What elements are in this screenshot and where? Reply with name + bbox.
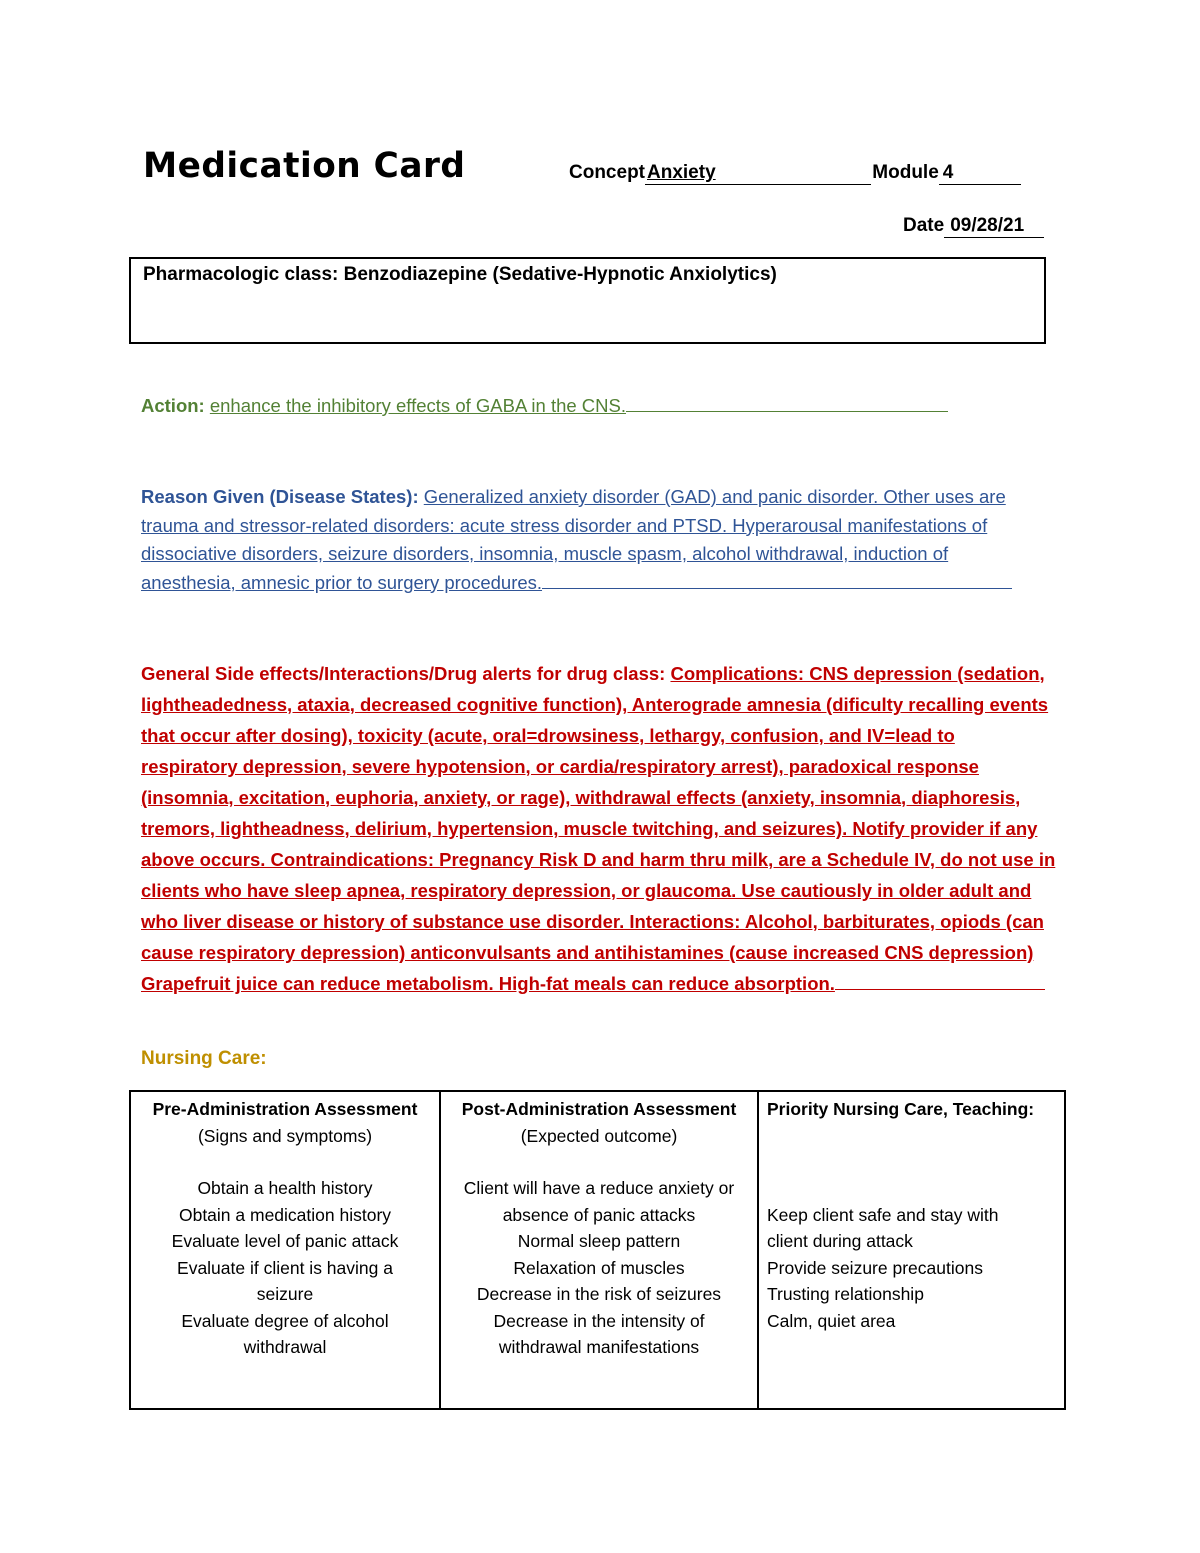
post-admin-item: Decrease in the intensity of withdrawal manifestations xyxy=(493,1310,705,1357)
side-effects-section xyxy=(141,658,1056,999)
action-section xyxy=(141,392,991,421)
side-effects-label: General Side effects/Interactions/Drug alerts for drug class: xyxy=(141,663,666,684)
reason-text: Generalized anxiety disorder (GAD) and panic disorder. Other uses are trauma and stressor-related disorders: acute stress disorder and PTSD. Hyperarousal manifestations of dissociative disorders, seizure disorders, insomnia, muscle spasm, alcohol withdrawal, induction of anesthesia, amnesic prior to surgery procedures. xyxy=(141,486,1006,593)
pre-admin-subtitle: (Signs and symptoms) xyxy=(197,1125,373,1146)
priority-care-column xyxy=(758,1091,1065,1409)
post-admin-column xyxy=(440,1091,758,1409)
concept-value: Anxiety xyxy=(647,162,716,183)
post-admin-item: Relaxation of muscles xyxy=(513,1257,685,1278)
nursing-care-table xyxy=(129,1090,1066,1410)
action-label: Action: xyxy=(141,395,205,416)
post-admin-item: Decrease in the risk of seizures xyxy=(476,1284,722,1304)
date-label: Date xyxy=(903,215,945,236)
post-admin-title: Post-Administration Assessment xyxy=(461,1099,737,1119)
page-title: Medication Card xyxy=(143,146,466,186)
pharmacologic-class-box xyxy=(129,257,1046,344)
priority-care-item: Calm, quiet area xyxy=(767,1310,896,1331)
pre-admin-column xyxy=(130,1091,440,1409)
side-effects-text: Complications: CNS depression (sedation, lightheadedness, ataxia, decreased cognitive function), Anterograde amnesia (dificulty recalling events that occur after dosing), toxicity (acute, oral=drowsiness, lethargy, confusion, and IV=lead to respiratory depression, severe hypotension, or cardia/respiratory arrest), paradoxical response (insomnia, excitation, euphoria, anxiety, or rage), withdrawal effects (anxiety, insomnia, diaphoresis, tremors, lightheadness, delirium, hypertension, muscle twitching, and seizures). Notify provider if any above occurs. Contraindications: Pregnancy Risk D and harm thru milk, are a Schedule IV, do not use in clients who have sleep apnea, respiratory depression, or glaucoma. Use cautiously in older adult and who liver disease or history of substance use disorder. Interactions: Alcohol, barbiturates, opiods (can cause respiratory depression) anticonvulsants and antihistamines (cause increased CNS depression) Grapefruit juice can reduce metabolism. High-fat meals can reduce absorption. xyxy=(141,663,1056,994)
priority-care-item: Keep client safe and stay with client during attack xyxy=(767,1204,999,1251)
nursing-care-label: Nursing Care: xyxy=(141,1048,267,1069)
module-label: Module xyxy=(872,162,939,183)
post-admin-item: Client will have a reduce anxiety or absence of panic attacks xyxy=(463,1178,735,1225)
reason-label: Reason Given (Disease States): xyxy=(141,486,419,507)
reason-section xyxy=(141,483,1046,597)
concept-field xyxy=(569,162,1021,185)
pre-admin-title: Pre-Administration Assessment xyxy=(152,1099,418,1119)
pre-admin-item: Evaluate level of panic attack xyxy=(171,1231,399,1251)
post-admin-item: Normal sleep pattern xyxy=(517,1231,681,1251)
date-field xyxy=(903,215,1044,238)
pre-admin-item: Obtain a health history xyxy=(197,1178,373,1198)
action-text: enhance the inhibitory effects of GABA in the CNS. xyxy=(209,395,627,416)
pharmacologic-class: Pharmacologic class: Benzodiazepine (Sedative-Hypnotic Anxiolytics) xyxy=(143,264,777,285)
priority-care-item: Trusting relationship xyxy=(767,1284,924,1304)
concept-label: Concept xyxy=(569,162,645,183)
post-admin-subtitle: (Expected outcome) xyxy=(520,1125,678,1146)
date-value: 09/28/21 xyxy=(950,215,1025,236)
module-value: 4 xyxy=(942,162,954,183)
priority-care-title: Priority Nursing Care, Teaching: xyxy=(767,1099,1035,1119)
pre-admin-item: Obtain a medication history xyxy=(178,1204,392,1225)
pre-admin-item: Evaluate degree of alcohol withdrawal xyxy=(181,1310,389,1357)
pre-admin-item: Evaluate if client is having a seizure xyxy=(177,1257,393,1304)
priority-care-item: Provide seizure precautions xyxy=(767,1257,983,1278)
